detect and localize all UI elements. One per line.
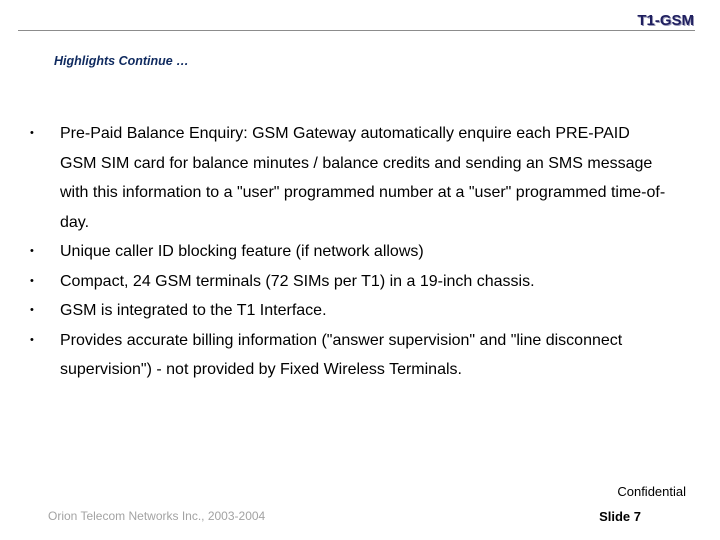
confidential-label: Confidential [617, 484, 686, 499]
footer-company: Orion Telecom Networks Inc., 2003-2004 [48, 509, 266, 523]
bullet-text: Unique caller ID blocking feature (if network allows) [60, 243, 424, 260]
slide-title: T1-GSM [637, 12, 694, 29]
bullet-text: Pre-Paid Balance Enquiry: GSM Gateway automatically enquire each PRE-PAID GSM SIM card for balance minutes / balance credits and sending an SMS message with this information to a "user" programmed number at a "user" programmed time-of-day. [60, 125, 666, 231]
bullet-text: Provides accurate billing information ("answer supervision" and "line disconnect supervision") - not provided by Fixed Wireless Terminals. [60, 331, 623, 378]
bullet-text: GSM is integrated to the T1 Interface. [60, 302, 327, 319]
section-subtitle: Highlights Continue … [54, 54, 189, 68]
bullet-list [30, 119, 670, 385]
bullet-item [30, 267, 670, 297]
bullet-marker: • [30, 333, 34, 346]
title-divider [18, 30, 695, 31]
slide-number: Slide 7 [599, 509, 641, 524]
bullet-marker: • [30, 304, 34, 316]
bullet-item [30, 296, 670, 326]
bullet-marker: • [30, 127, 34, 139]
bullet-item [30, 119, 670, 237]
bullet-item [30, 237, 670, 267]
bullet-text: Compact, 24 GSM terminals (72 SIMs per T1) in a 19-inch chassis. [60, 272, 535, 290]
bullet-marker: • [30, 274, 34, 287]
bullet-item [30, 326, 670, 385]
bullet-marker: • [30, 245, 34, 257]
